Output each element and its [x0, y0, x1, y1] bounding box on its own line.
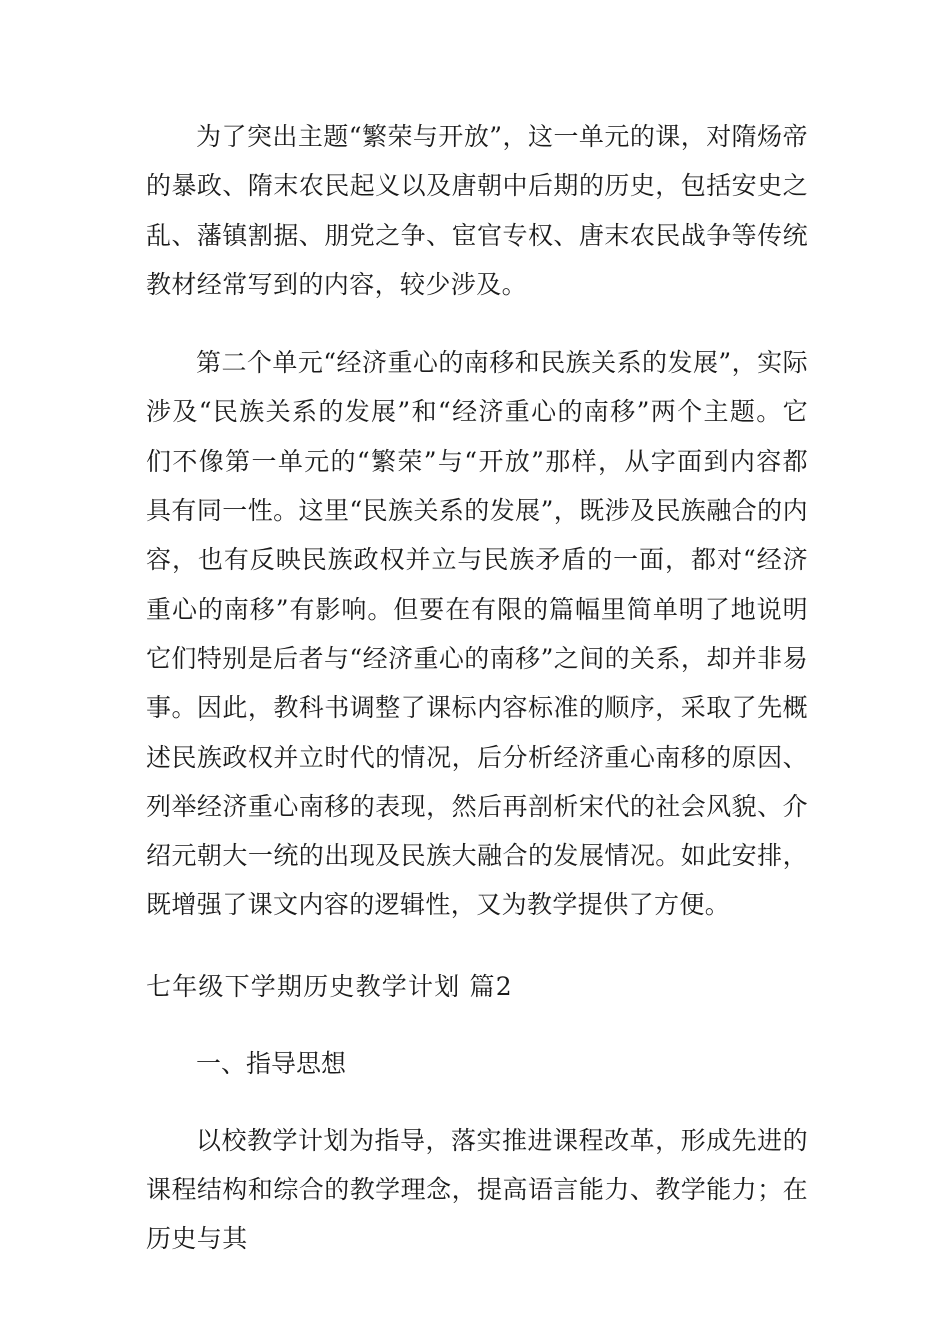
section-title: 七年级下学期历史教学计划 篇2 [146, 971, 513, 1001]
paragraph-3: 以校教学计划为指导，落实推进课程改革，形成先进的课程结构和综合的教学理念，提高语言能力、教学能力；在历史与其 [146, 1125, 808, 1254]
paragraph-2: 第二个单元“经济重心的南移和民族关系的发展”，实际涉及“民族关系的发展”和“经济重心的南移”两个主题。它们不像第一单元的“繁荣”与“开放”那样，从字面到内容都具有同一性。这里“民族关系的发展”，既涉及民族融合的内容，也有反映民族政权并立与民族矛盾的一面，都对“经济重心的南移”有影响。但要在有限的篇幅里简单明了地说明它们特别是后者与“经济重心的南移”之间的关系，却并非易事。因此，教科书调整了课标内容标准的顺序，采取了先概述民族政权并立时代的情况，后分析经济重心南移的原因、列举经济重心南移的表现，然后再剖析宋代的社会风貌、介绍元朝大一统的出现及民族大融合的发展情况。如此安排，既增强了课文内容的逻辑性，又为教学提供了方便。 [146, 348, 808, 920]
subheading: 一、指导思想 [196, 1048, 347, 1078]
paragraph-1: 为了突出主题“繁荣与开放”，这一单元的课，对隋炀帝的暴政、隋末农民起义以及唐朝中后期的历史，包括安史之乱、藩镇割据、朋党之争、宦官专权、唐末农民战争等传统教材经常写到的内容，较少涉及。 [146, 122, 808, 299]
document-page [146, 112, 808, 1264]
